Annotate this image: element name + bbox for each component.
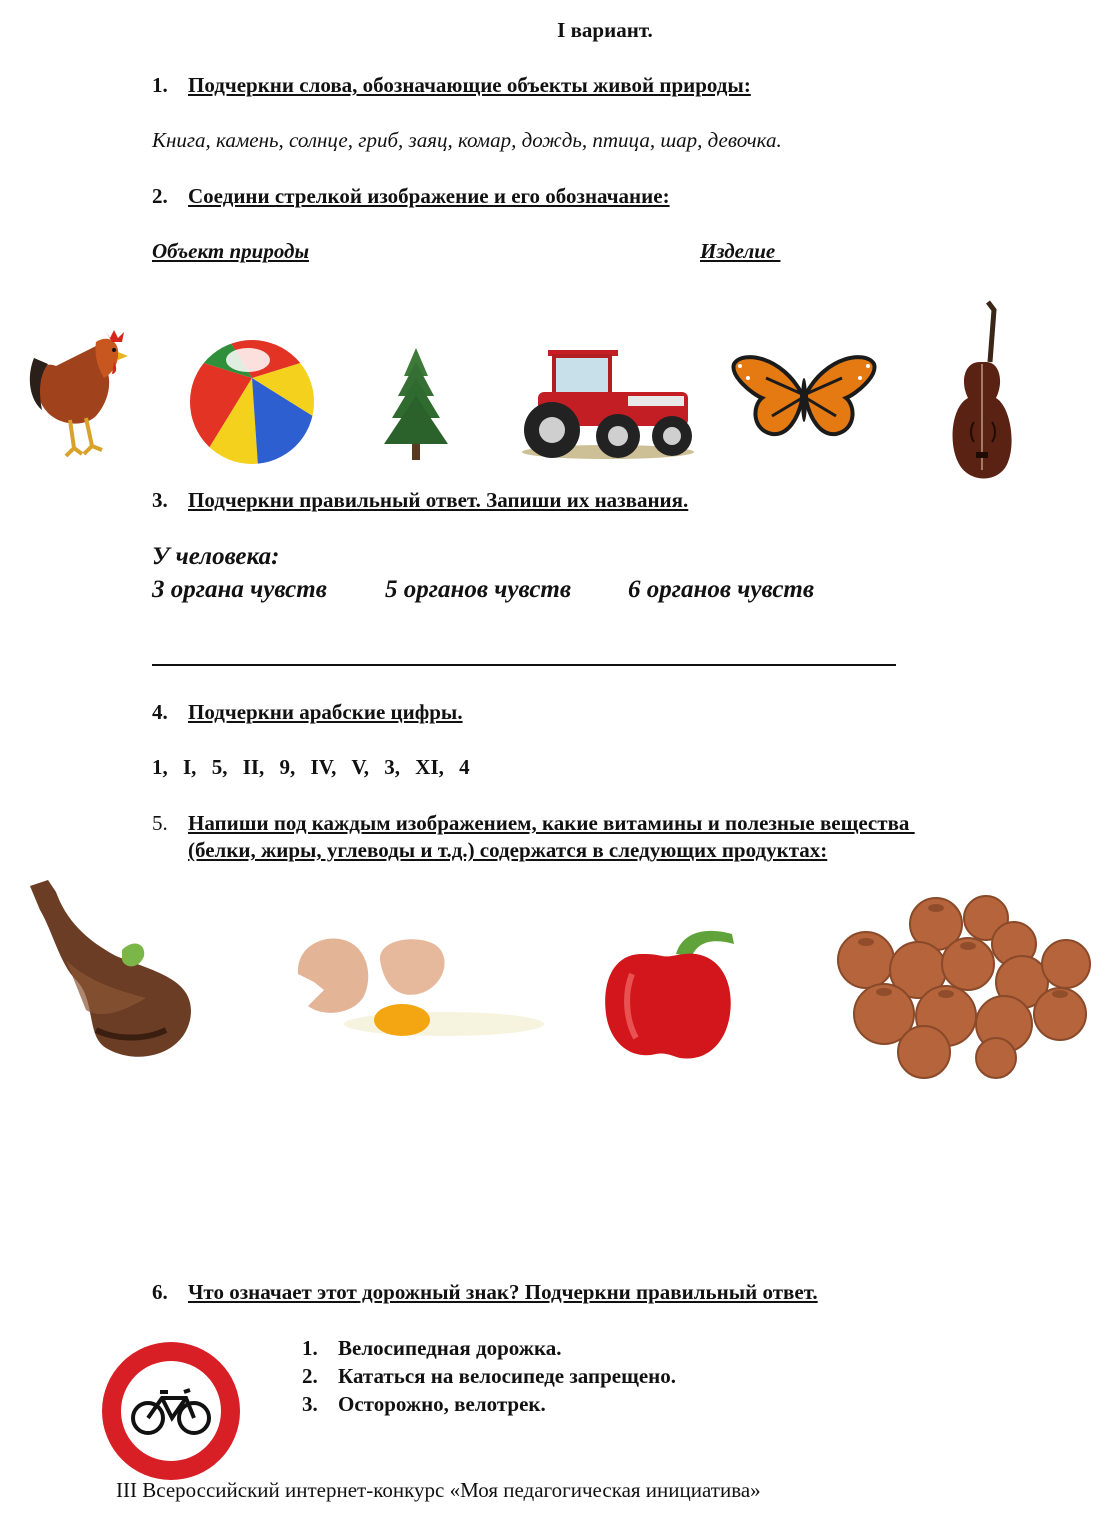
- question-2-number: 2.: [152, 184, 168, 208]
- question-5-text-line1: Напиши под каждым изображением, какие витамины и полезные вещества: [188, 811, 915, 835]
- numeral: XI,: [415, 755, 444, 779]
- question-1-number: 1.: [152, 73, 168, 97]
- numerals-list: [152, 755, 480, 780]
- page-title: I вариант.: [557, 18, 653, 42]
- numeral: V,: [351, 755, 370, 779]
- question-6-number: 6.: [152, 1280, 168, 1304]
- answer-number: 2.: [302, 1364, 318, 1388]
- question-4-text: Подчеркни арабские цифры.: [188, 700, 463, 724]
- question-3-number: 3.: [152, 488, 168, 512]
- question-2-text: Соедини стрелкой изображение и его обозначание:: [188, 184, 670, 208]
- question-1-text: Подчеркни слова, обозначающие объекты живой природы:: [188, 73, 751, 97]
- numeral: II,: [242, 755, 265, 779]
- numeral: 3,: [384, 755, 401, 779]
- beach-ball-icon: [188, 338, 316, 466]
- question-5-text-line2: (белки, жиры, углеводы и т.д.) содержатся в следующих продуктах:: [188, 838, 828, 862]
- label-nature-object: Объект природы: [152, 239, 310, 263]
- question-4-number: 4.: [152, 700, 168, 724]
- rooster-icon: [26, 328, 136, 460]
- answer-option: 6 органов чувств: [628, 576, 815, 603]
- numeral: 1,: [152, 755, 168, 779]
- fir-tree-icon: [378, 348, 454, 464]
- question-5-number: 5.: [152, 811, 168, 835]
- numeral: 9,: [279, 755, 296, 779]
- question-1-words: Книга, камень, солнце, гриб, заяц, комар, дождь, птица, шар, девочка.: [152, 128, 782, 152]
- tractor-icon: [518, 348, 696, 460]
- answer-text: Осторожно, велотрек.: [338, 1392, 546, 1416]
- answer-text: Кататься на велосипеде запрещено.: [338, 1364, 676, 1388]
- no-bicycles-sign-icon: [102, 1342, 240, 1480]
- numeral: 4: [459, 755, 470, 779]
- numeral: IV,: [310, 755, 337, 779]
- numeral: 5,: [211, 755, 228, 779]
- answer-option: 5 органов чувств: [385, 576, 572, 603]
- answer-number: 3.: [302, 1392, 318, 1416]
- label-product: Изделие: [700, 239, 781, 263]
- answer-text: Велосипедная дорожка.: [338, 1336, 562, 1360]
- question-6-text: Что означает этот дорожный знак? Подчеркни правильный ответ.: [188, 1280, 818, 1304]
- butterfly-icon: [732, 354, 876, 444]
- answer-number: 1.: [302, 1336, 318, 1360]
- answer-line: [152, 664, 896, 666]
- hazelnuts-icon: [836, 896, 1092, 1080]
- footer-text: III Всероссийский интернет-конкурс «Моя педагогическая инициатива»: [116, 1478, 761, 1502]
- answer-option: 3 органа чувств: [152, 576, 327, 603]
- question-3-text: Подчеркни правильный ответ. Запиши их названия.: [188, 488, 689, 512]
- meat-icon: [26, 880, 198, 1062]
- egg-icon: [294, 934, 548, 1044]
- red-pepper-icon: [602, 924, 738, 1062]
- question-3-subject: У человека:: [152, 543, 280, 570]
- double-bass-icon: [944, 302, 1018, 486]
- numeral: I,: [183, 755, 197, 779]
